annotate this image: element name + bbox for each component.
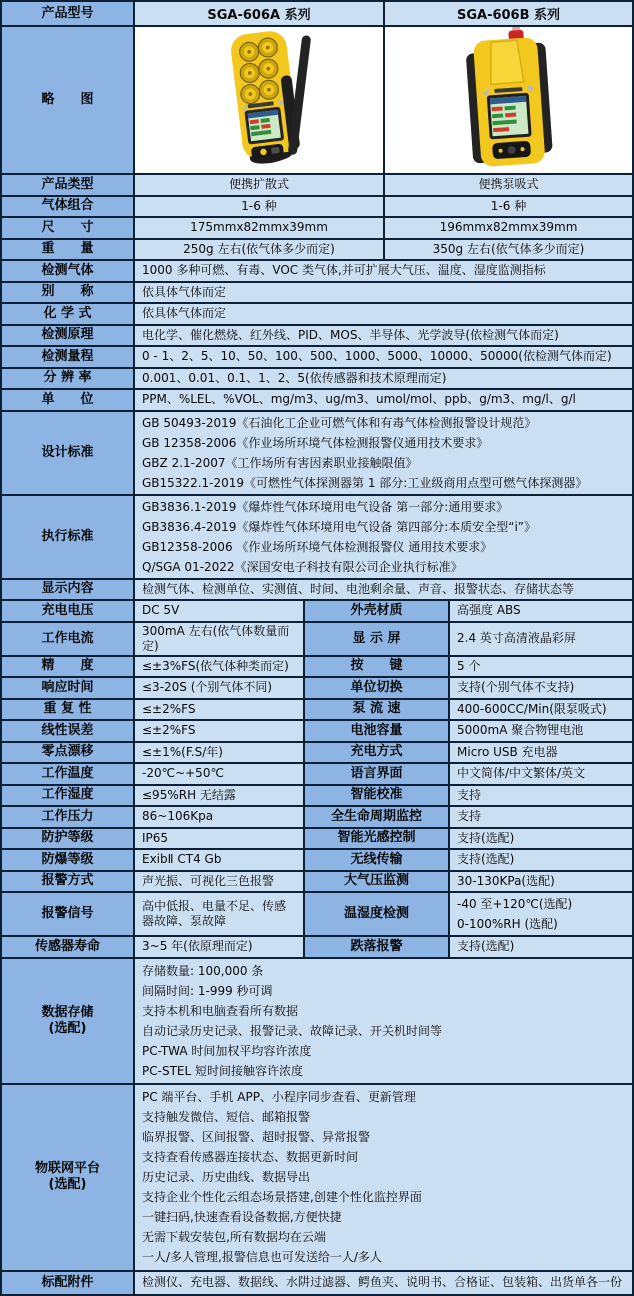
row-linearity-battery	[2, 721, 632, 743]
light-sense-label: 智能光感控制	[305, 829, 450, 849]
detection-principle-value: 电化学、催化燃烧、红外线、PID、MOS、半导体、光学波导(依检测气体而定)	[135, 326, 632, 346]
repeatability-value: ≤±2%FS	[135, 700, 305, 720]
row-alarmsignal-temphumidity	[2, 893, 632, 937]
temp-humidity-label: 温湿度检测	[305, 893, 450, 935]
weight-b: 350g 左右(依气体多少而定)	[385, 240, 632, 260]
row-detection-principle	[2, 326, 632, 348]
iot-platform-line: 历史记录、历史曲线、数据导出	[142, 1170, 311, 1184]
data-storage-line: 自动记录历史记录、报警记录、故障记录、开关机时间等	[142, 1023, 443, 1038]
data-storage-label-line1: 数据存储	[41, 1004, 94, 1020]
row-charge-voltage-shell	[2, 601, 632, 623]
resolution-value: 0.001、0.01、0.1、1、2、5(依传感器和技术原理而定)	[135, 369, 632, 389]
chemical-formula-label: 化 学 式	[2, 304, 135, 324]
alarm-signal-label: 报警信号	[2, 893, 135, 935]
working-temp-value: -20℃~+50℃	[135, 764, 305, 784]
shell-material-label: 外壳材质	[305, 601, 450, 621]
accuracy-value: ≤±3%FS(依气体种类而定)	[135, 657, 305, 677]
accessories-value: 检测仪、充电器、数据线、水阱过滤器、鳄鱼夹、说明书、合格证、包装箱、出货单各一份	[135, 1272, 632, 1294]
weight-a: 250g 左右(依气体多少而定)	[135, 240, 385, 260]
data-storage-value	[135, 959, 632, 1083]
dimensions-label: 尺 寸	[2, 218, 135, 238]
accessories-label: 标配附件	[2, 1272, 135, 1294]
pump-flow-label: 泵 流 速	[305, 700, 450, 720]
shell-material-value: 高强度 ABS	[450, 601, 632, 621]
display-content-label: 显示内容	[2, 580, 135, 600]
buttons-label: 按 键	[305, 657, 450, 677]
product-model-label: 产品型号	[2, 2, 135, 25]
iot-platform-label	[2, 1085, 135, 1270]
response-time-value: ≤3-20S (个别气体不同)	[135, 678, 305, 698]
smart-calibration-value: 支持	[450, 786, 632, 806]
linearity-error-value: ≤±2%FS	[135, 721, 305, 741]
design-standard-line: GB 50493-2019《石油化工企业可燃气体和有毒气体检测报警设计规范》	[142, 415, 537, 430]
working-temp-label: 工作温度	[2, 764, 135, 784]
design-standard-line: GBZ 2.1-2007《工作场所有害因素职业接触限值》	[142, 455, 418, 470]
row-units	[2, 390, 632, 412]
data-storage-line: 支持本机和电脑查看所有数据	[142, 1003, 299, 1018]
data-storage-line: PC-TWA 时间加权平均容许浓度	[142, 1043, 312, 1058]
row-zerodrift-charging	[2, 743, 632, 765]
data-storage-line: 间隔时间: 1-999 秒可调	[142, 983, 273, 998]
battery-capacity-value: 5000mA 聚合物锂电池	[450, 721, 632, 741]
pump-flow-value: 400-600CC/Min(限泵吸式)	[450, 700, 632, 720]
charge-voltage-label: 充电电压	[2, 601, 135, 621]
display-screen-label: 显 示 屏	[305, 623, 450, 655]
data-storage-label	[2, 959, 135, 1083]
gas-combination-label: 气体组合	[2, 197, 135, 217]
exec-standard-line: GB3836.4-2019《爆炸性气体环境用电气设备 第四部分:本质安全型“i”》	[142, 519, 537, 534]
alarm-signal-value: 高中低报、电量不足、传感器故障、泵故障	[135, 893, 305, 935]
sensor-life-label: 传感器寿命	[2, 937, 135, 957]
sga-606b-illustration	[429, 27, 589, 173]
gas-combination-b: 1-6 种	[385, 197, 632, 217]
charging-method-label: 充电方式	[305, 743, 450, 763]
model-b-header: SGA-606B 系列	[385, 2, 632, 25]
wireless-label: 无线传输	[305, 850, 450, 870]
row-detection-range	[2, 347, 632, 369]
row-alarmmode-pressuremonitor	[2, 872, 632, 894]
row-humidity-calibration	[2, 786, 632, 808]
product-image-sga-606a	[135, 27, 385, 173]
data-storage-line: 存储数量: 100,000 条	[142, 963, 264, 978]
row-resolution	[2, 369, 632, 391]
data-storage-label-line2: (选配)	[48, 1020, 87, 1036]
row-chemical-formula	[2, 304, 632, 326]
sketch-label: 略 图	[2, 27, 135, 173]
iot-platform-line: 无需下载安装包,所有数据均在云端	[142, 1230, 326, 1244]
row-display-content	[2, 580, 632, 602]
exec-standard-line: GB12358-2006 《作业场所环境气体检测报警仪 通用技术要求》	[142, 539, 493, 554]
explosion-proof-value: ExibⅡ CT4 Gb	[135, 850, 305, 870]
iot-platform-line: 一人/多人管理,报警信息也可发送给一人/多人	[142, 1250, 382, 1264]
iot-platform-line: 支持查看传感器连接状态、数据更新时间	[142, 1150, 359, 1164]
working-humidity-label: 工作湿度	[2, 786, 135, 806]
iot-platform-label-line2: (选配)	[48, 1177, 87, 1192]
temp-humidity-line: -40 至+120℃(选配)	[457, 897, 573, 911]
iot-platform-line: 支持触发微信、短信、邮箱报警	[142, 1110, 311, 1124]
display-content-value: 检测气体、检测单位、实测值、时间、电池剩余量、声音、报警状态、存储状态等	[135, 580, 632, 600]
light-sense-value: 支持(选配)	[450, 829, 632, 849]
row-data-storage	[2, 959, 632, 1085]
design-standard-value	[135, 412, 632, 494]
row-ip-lightsense	[2, 829, 632, 851]
row-sketch	[2, 27, 632, 175]
protection-rating-value: IP65	[135, 829, 305, 849]
pressure-monitor-value: 30-130KPa(选配)	[450, 872, 632, 892]
resolution-label: 分 辨 率	[2, 369, 135, 389]
temp-humidity-value	[450, 893, 632, 935]
row-repeatability-pumpflow	[2, 700, 632, 722]
language-value: 中文简体/中文繁体/英文	[450, 764, 632, 784]
detection-range-value: 0 - 1、2、5、10、50、100、500、1000、5000、10000、50000(依检测气体而定)	[135, 347, 632, 367]
zero-drift-value: ≤±1%(F.S/年)	[135, 743, 305, 763]
row-current-display	[2, 623, 632, 657]
exec-standard-line: Q/SGA 01-2022《深国安电子科技有限公司企业执行标准》	[142, 559, 463, 574]
row-accessories	[2, 1272, 632, 1294]
product-type-a: 便携扩散式	[135, 175, 385, 195]
iot-platform-line: PC 端平台、手机 APP、小程序同步查看、更新管理	[142, 1090, 416, 1104]
explosion-proof-label: 防爆等级	[2, 850, 135, 870]
row-accuracy-buttons	[2, 657, 632, 679]
row-exec-standard	[2, 496, 632, 580]
row-weight	[2, 240, 632, 262]
working-humidity-value: ≤95%RH 无结露	[135, 786, 305, 806]
row-alias	[2, 283, 632, 305]
pressure-monitor-label: 大气压监测	[305, 872, 450, 892]
units-value: PPM、%LEL、%VOL、mg/m3、ug/m3、umol/mol、ppb、g/m3、mg/l、g/l	[135, 390, 632, 410]
detection-principle-label: 检测原理	[2, 326, 135, 346]
weight-label: 重 量	[2, 240, 135, 260]
row-sensorlife-dropalarm	[2, 937, 632, 959]
exec-standard-line: GB3836.1-2019《爆炸性气体环境用电气设备 第一部分:通用要求》	[142, 499, 509, 514]
response-time-label: 响应时间	[2, 678, 135, 698]
row-design-standard	[2, 412, 632, 496]
exec-standard-label: 执行标准	[2, 496, 135, 578]
detected-gases-label: 检测气体	[2, 261, 135, 281]
sga-606a-illustration	[179, 27, 339, 173]
battery-capacity-label: 电池容量	[305, 721, 450, 741]
alarm-mode-value: 声光振、可视化三色报警	[135, 872, 305, 892]
linearity-error-label: 线性误差	[2, 721, 135, 741]
design-standard-line: GB15322.1-2019《可燃性气体探测器第 1 部分:工业级商用点型可燃气体探测器》	[142, 475, 588, 490]
accuracy-label: 精 度	[2, 657, 135, 677]
row-iot-platform	[2, 1085, 632, 1272]
dimensions-a: 175mmx82mmx39mm	[135, 218, 385, 238]
buttons-value: 5 个	[450, 657, 632, 677]
units-label: 单 位	[2, 390, 135, 410]
row-worktemp-language	[2, 764, 632, 786]
working-current-label: 工作电流	[2, 623, 135, 655]
alias-label: 别 称	[2, 283, 135, 303]
repeatability-label: 重 复 性	[2, 700, 135, 720]
zero-drift-label: 零点漂移	[2, 743, 135, 763]
row-explosionproof-wireless	[2, 850, 632, 872]
exec-standard-value	[135, 496, 632, 578]
working-current-value: 300mA 左右(依气体数量而定)	[135, 623, 305, 655]
drop-alarm-label: 跌落报警	[305, 937, 450, 957]
row-pressure-lifecycle	[2, 807, 632, 829]
smart-calibration-label: 智能校准	[305, 786, 450, 806]
display-screen-value: 2.4 英寸高清液晶彩屏	[450, 623, 632, 655]
protection-rating-label: 防护等级	[2, 829, 135, 849]
temp-humidity-line: 0-100%RH (选配)	[457, 917, 558, 931]
gas-combination-a: 1-6 种	[135, 197, 385, 217]
charge-voltage-value: DC 5V	[135, 601, 305, 621]
sensor-life-value: 3~5 年(依原理而定)	[135, 937, 305, 957]
unit-switch-value: 支持(个别气体不支持)	[450, 678, 632, 698]
row-response-unitswitch	[2, 678, 632, 700]
iot-platform-label-line1: 物联网平台	[34, 1161, 100, 1176]
row-gas-combination	[2, 197, 632, 219]
dimensions-b: 196mmx82mmx39mm	[385, 218, 632, 238]
design-standard-label: 设计标准	[2, 412, 135, 494]
data-storage-line: PC-STEL 短时间接触容许浓度	[142, 1063, 303, 1078]
iot-platform-value	[135, 1085, 632, 1270]
product-image-sga-606b	[385, 27, 632, 173]
chemical-formula-value: 依具体气体而定	[135, 304, 632, 324]
lifecycle-monitor-value: 支持	[450, 807, 632, 827]
row-dimensions	[2, 218, 632, 240]
detection-range-label: 检测量程	[2, 347, 135, 367]
row-product-type	[2, 175, 632, 197]
row-detected-gases	[2, 261, 632, 283]
detected-gases-value: 1000 多种可燃、有毒、VOC 类气体,并可扩展大气压、温度、湿度监测指标	[135, 261, 632, 281]
row-product-model	[2, 2, 632, 27]
drop-alarm-value: 支持(选配)	[450, 937, 632, 957]
alarm-mode-label: 报警方式	[2, 872, 135, 892]
language-label: 语言界面	[305, 764, 450, 784]
iot-platform-line: 一键扫码,快速查看设备数据,方便快捷	[142, 1210, 342, 1224]
model-a-header: SGA-606A 系列	[135, 2, 385, 25]
iot-platform-line: 临界报警、区间报警、超时报警、异常报警	[142, 1130, 371, 1144]
working-pressure-value: 86~106Kpa	[135, 807, 305, 827]
lifecycle-monitor-label: 全生命周期监控	[305, 807, 450, 827]
product-type-label: 产品类型	[2, 175, 135, 195]
product-type-b: 便携泵吸式	[385, 175, 632, 195]
wireless-value: 支持(选配)	[450, 850, 632, 870]
charging-method-value: Micro USB 充电器	[450, 743, 632, 763]
design-standard-line: GB 12358-2006《作业场所环境气体检测报警仪通用技术要求》	[142, 435, 489, 450]
working-pressure-label: 工作压力	[2, 807, 135, 827]
iot-platform-line: 支持企业个性化云组态场景搭建,创建个性化监控界面	[142, 1190, 422, 1204]
alias-value: 依具体气体而定	[135, 283, 632, 303]
unit-switch-label: 单位切换	[305, 678, 450, 698]
